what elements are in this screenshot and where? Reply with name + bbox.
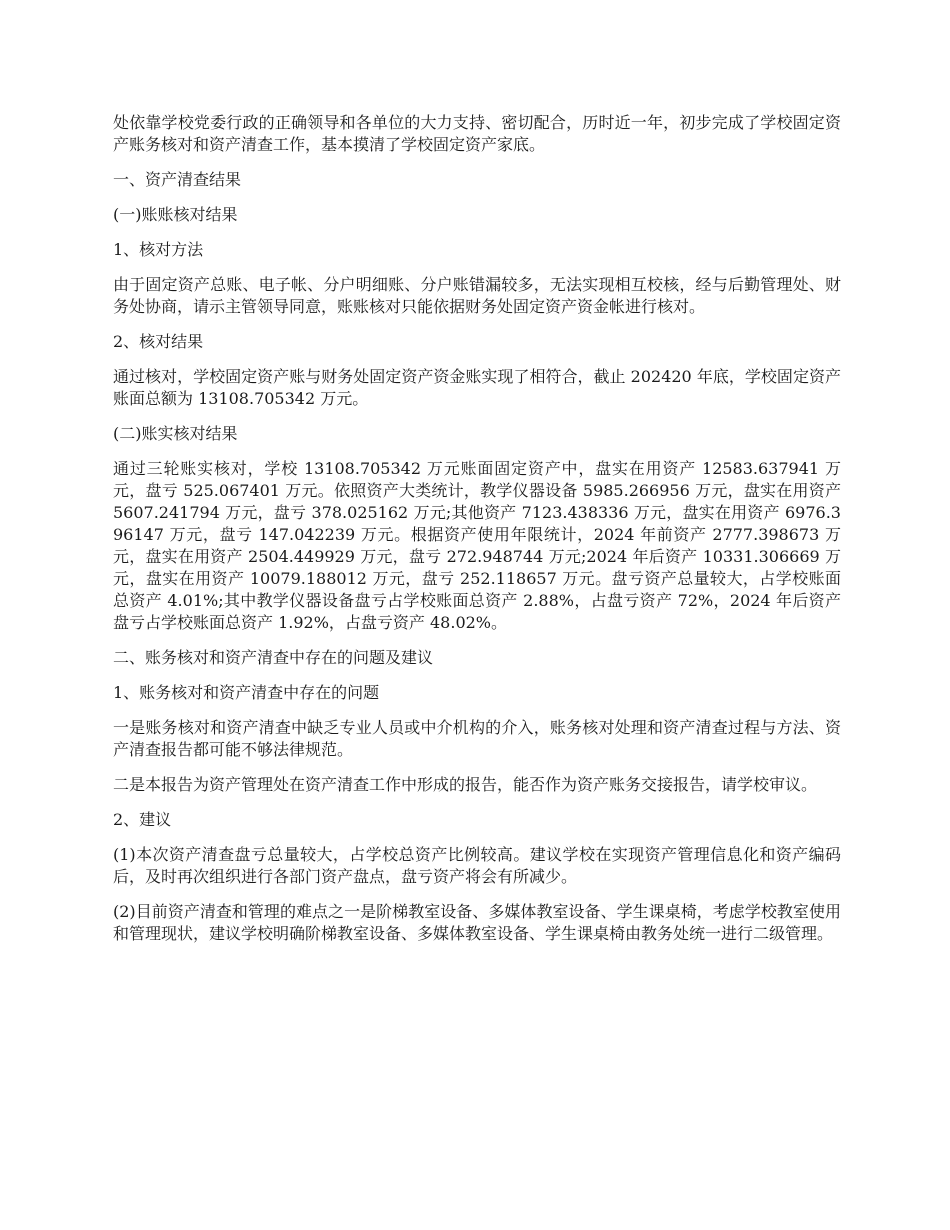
heading-reconciliation-method: 1、核对方法 [113, 240, 204, 259]
heading-reconciliation-result: 2、核对结果 [113, 332, 204, 351]
intro-paragraph: 处依靠学校党委行政的正确领导和各单位的大力支持、密切配合，历时近一年，初步完成了学校固定资产账务核对和资产清查工作，基本摸清了学校固定资产家底。 [113, 113, 841, 154]
paragraph-physical-reconciliation: 通过三轮账实核对，学校 13108.705342 万元账面固定资产中，盘实在用资产 12583.637941 万元，盘亏 525.067401 万元。依照资产大类统计，教学仪器设备 5985.266956 万元，盘实在用资产 5607.241794 万元，盘亏 378.025162 万元;其他资产 7123.438336 万元，盘实在用资产 6976.396147 万元，盘亏 147.042239 万元。根据资产使用年限统计，2024 年前资产 2777.398673 万元，盘实在用资产 2504.449929 万元，盘亏 272.948744 万元;2024 年后资产 10331.306669 万元，盘实在用资产 10079.188012 万元，盘亏 252.118657 万元。盘亏资产总量较大，占学校账面总资产 4.01%;其中教学仪器设备盘亏占学校账面总资产 2.88%，占盘亏资产 72%，2024 年后资产盘亏占学校账面总资产 1.92%，占盘亏资产 48.02%。 [113, 459, 841, 632]
subsection-heading-physical-reconciliation: (二)账实核对结果 [113, 424, 238, 443]
heading-suggestions: 2、建议 [113, 810, 172, 829]
document-page [113, 112, 841, 958]
paragraph-suggestion-1: (1)本次资产清查盘亏总量较大，占学校总资产比例较高。建议学校在实现资产管理信息化和资产编码后，及时再次组织进行各部门资产盘点，盘亏资产将会有所减少。 [113, 845, 841, 886]
paragraph-reconciliation-result: 通过核对，学校固定资产账与财务处固定资产资金账实现了相符合，截止 202420 年底，学校固定资产账面总额为 13108.705342 万元。 [113, 367, 841, 408]
section-heading-problems-and-suggestions: 二、账务核对和资产清查中存在的问题及建议 [113, 648, 434, 667]
paragraph-suggestion-2: (2)目前资产清查和管理的难点之一是阶梯教室设备、多媒体教室设备、学生课桌椅，考虑学校教室使用和管理现状，建议学校明确阶梯教室设备、多媒体教室设备、学生课桌椅由教务处统一进行二级管理。 [113, 902, 841, 943]
paragraph-problem-1: 一是账务核对和资产清查中缺乏专业人员或中介机构的介入，账务核对处理和资产清查过程与方法、资产清查报告都可能不够法律规范。 [113, 718, 841, 759]
subsection-heading-book-reconciliation: (一)账账核对结果 [113, 205, 238, 224]
heading-problems: 1、账务核对和资产清查中存在的问题 [113, 683, 380, 702]
paragraph-problem-2: 二是本报告为资产管理处在资产清查工作中形成的报告，能否作为资产账务交接报告，请学校审议。 [113, 775, 818, 794]
paragraph-reconciliation-method: 由于固定资产总账、电子帐、分户明细账、分户账错漏较多，无法实现相互校核，经与后勤管理处、财务处协商，请示主管领导同意，账账核对只能依据财务处固定资产资金帐进行核对。 [113, 275, 841, 316]
section-heading-asset-check-results: 一、资产清查结果 [113, 170, 242, 189]
